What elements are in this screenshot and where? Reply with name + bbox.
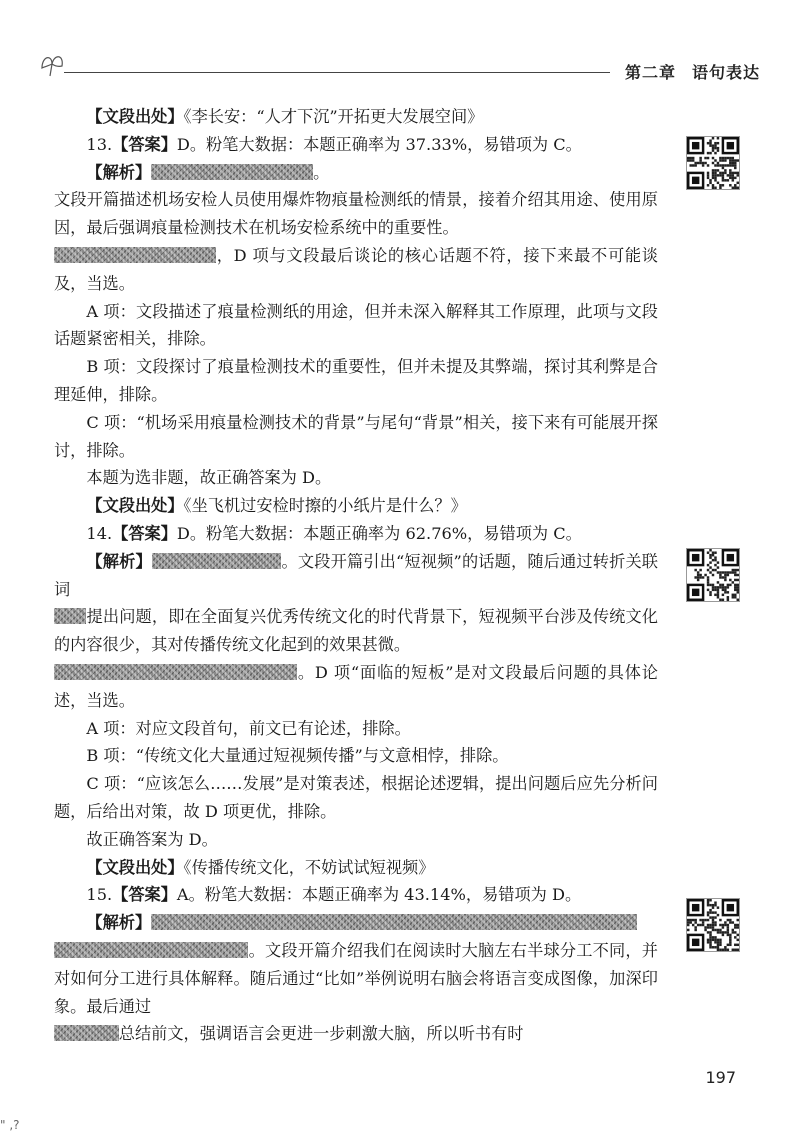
paragraph	[54, 242, 658, 298]
paragraph	[54, 159, 658, 187]
chapter-heading	[625, 60, 760, 83]
section-tag: 【解析】	[86, 162, 152, 182]
paragraph	[54, 131, 658, 159]
paragraph	[54, 770, 658, 826]
paragraph	[54, 881, 658, 909]
page-number: 197	[705, 1068, 736, 1087]
question-number: 13.	[86, 134, 113, 154]
paragraph-text: C 项：“应该怎么……发展”是对策表述，根据论述逻辑，提出问题后应先分析问题，后给出对策，故 D 项更优，排除。	[54, 774, 658, 821]
section-tag: 【文段出处】	[86, 496, 184, 516]
paragraph-text: 《坐飞机过安检时擦的小纸片是什么？》	[183, 496, 467, 516]
paragraph-text: 。文段开篇介绍我们在阅读时大脑左右半球分工不同，并对如何分工进行具体解释。随后通过“比如”举例说明右脑会将语言变成图像，加深印象。最后通过	[54, 940, 658, 1016]
paragraph-text: A 项：对应文段首句，前文已有论述，排除。	[86, 718, 411, 738]
paragraph-text: 总结前文，强调语言会更进一步刺激大脑，所以听书有时	[118, 1024, 524, 1044]
paragraph-text: B 项：文段探讨了痕量检测技术的重要性，但并未提及其弊端，探讨其利弊是合理延伸，排除。	[54, 357, 658, 404]
redacted-text	[54, 608, 86, 624]
redacted-text	[152, 553, 282, 569]
page-header	[38, 48, 760, 82]
paragraph	[54, 298, 658, 354]
paragraph-text: B 项：“传统文化大量通过短视频传播”与文意相悖，排除。	[86, 746, 509, 766]
redacted-text	[54, 942, 248, 958]
paragraph-text: 《李长安：“人才下沉”开拓更大发展空间》	[183, 107, 484, 126]
question-number: 15.	[86, 885, 113, 905]
leaf-icon	[38, 48, 68, 78]
paragraph	[54, 715, 658, 743]
paragraph-text: D。粉笔大数据：本题正确率为 37.33%，易错项为 C。	[176, 134, 582, 154]
section-tag: 【答案】	[112, 885, 177, 905]
paragraph	[54, 409, 658, 465]
paragraph	[54, 1020, 658, 1048]
section-tag: 【文段出处】	[86, 107, 184, 126]
section-tag: 【文段出处】	[86, 857, 184, 877]
paragraph	[54, 103, 658, 131]
paragraph-text: 《传播传统文化，不妨试试短视频》	[183, 857, 435, 877]
corner-mark: " ,?	[0, 1118, 20, 1132]
paragraph-text: ，D 项与文段最后谈论的核心话题不符，接下来最不可能谈及，当选。	[54, 245, 658, 293]
paragraph	[54, 492, 658, 520]
header-rule	[64, 72, 610, 73]
paragraph	[54, 603, 658, 659]
paragraph	[54, 909, 658, 937]
section-label: 语句表达	[691, 63, 760, 82]
redacted-text	[151, 164, 313, 180]
qr-code[interactable]	[686, 548, 740, 602]
paragraph	[54, 548, 658, 604]
paragraph	[54, 464, 658, 492]
qr-code[interactable]	[686, 136, 740, 190]
document-body	[54, 103, 658, 1048]
paragraph-text: 故正确答案为 D。	[86, 829, 218, 849]
section-tag: 【答案】	[112, 134, 177, 154]
paragraph-text: 本题为选非题，故正确答案为 D。	[86, 468, 332, 488]
redacted-text	[54, 247, 216, 263]
redacted-text	[151, 914, 637, 930]
paragraph-text: 。文段开篇引出“短视频”的话题，随后通过转折关联词	[54, 551, 658, 599]
question-number: 14.	[86, 523, 113, 543]
paragraph-text: A 项：文段描述了痕量检测纸的用途，但并未深入解释其工作原理，此项与文段话题紧密相关，排除。	[54, 301, 658, 349]
paragraph-text: 提出问题，即在全面复兴优秀传统文化的时代背景下，短视频平台涉及传统文化的内容很少，其对传播传统文化起到的效果甚微。	[54, 607, 658, 655]
paragraph-text: 。	[313, 162, 330, 182]
paragraph	[54, 937, 658, 1020]
paragraph-text: C 项：“机场采用痕量检测技术的背景”与尾句“背景”相关，接下来有可能展开探讨，排除。	[54, 412, 658, 460]
paragraph	[54, 854, 658, 882]
redacted-text	[54, 1025, 119, 1041]
redacted-text	[54, 664, 297, 680]
paragraph-text: D。粉笔大数据：本题正确率为 62.76%，易错项为 C。	[176, 523, 582, 543]
chapter-label: 第二章	[624, 63, 676, 82]
paragraph	[54, 186, 658, 242]
section-tag: 【解析】	[86, 551, 152, 571]
paragraph-text: 文段开篇描述机场安检人员使用爆炸物痕量检测纸的情景，接着介绍其用途、使用原因，最后强调痕量检测技术在机场安检系统中的重要性。	[54, 190, 658, 238]
paragraph	[54, 742, 658, 770]
paragraph-text: 。D 项“面临的短板”是对文段最后问题的具体论述，当选。	[54, 662, 658, 710]
paragraph	[54, 520, 658, 548]
section-tag: 【答案】	[112, 523, 177, 543]
paragraph	[54, 826, 658, 854]
paragraph	[54, 353, 658, 409]
qr-code-icon	[687, 137, 739, 189]
section-tag: 【解析】	[86, 913, 152, 933]
qr-code[interactable]	[686, 898, 740, 952]
paragraph	[54, 659, 658, 715]
qr-code-icon	[687, 899, 739, 951]
paragraph-text: A。粉笔大数据：本题正确率为 43.14%，易错项为 D。	[176, 885, 582, 905]
qr-code-icon	[687, 549, 739, 601]
